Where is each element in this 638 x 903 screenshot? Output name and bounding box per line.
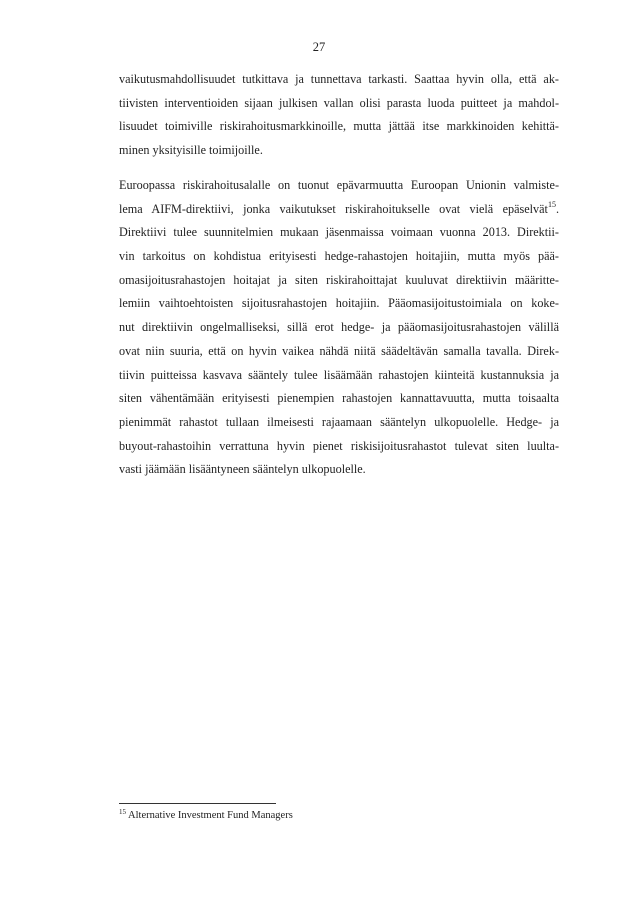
text-line: tiivin puitteissa kasvava sääntely tulee lisäämään rahastojen kiinteitä kustannuksia ja [119,367,559,382]
text-line: Euroopassa riskirahoitusalalle on tuonut epävarmuutta Euroopan Unionin valmiste- [119,178,559,192]
footnote [119,810,293,821]
text-line: vaikutusmahdollisuudet tutkittava ja tunnettava tarkasti. Saattaa hyvin olla, että ak- [119,72,559,86]
footnote-text: Alternative Investment Fund Managers [128,810,293,821]
text-line: Direktiivi tulee suunnitelmien mukaan jäsenmaissa voimaan vuonna 2013. Direktii- [119,225,559,240]
text-line: nut direktiivin ongelmalliseksi, sillä erot hedge- ja pääomasijoitusrahastojen välillä [119,320,559,335]
text-line-content: lema AIFM-direktiivi, jonka vaikutukset riskirahoitukselle ovat vielä epäselvät [119,201,548,216]
text-line: vasti jäämään lisääntyneen sääntelyn ulkopuolelle. [119,462,366,477]
footnote-ref-trailing: . [555,201,559,216]
footnote-reference: 15 [547,199,556,209]
text-line: siten vähentämään erityisesti pienempien rahastojen kannattavuutta, mutta toisaalta [119,391,559,406]
text-line: buyout-rahastoihin verrattuna hyvin pienet riskisijoitusrahastot tulevat siten luulta- [119,438,559,453]
text-line: ovat niin suuria, että on hyvin vaikea nähdä niitä säädeltävän samalla tavalla. Direk- [119,343,559,358]
footnote-divider [119,803,276,804]
text-line: lisuudet toimiville riskirahoitusmarkkinoille, mutta jättää itse markkinoiden kehittä- [119,119,559,134]
page-number: 27 [312,40,326,54]
text-line: tiivisten interventioiden sijaan julkisen vallan olisi parasta luoda puitteet ja mahdol- [119,95,559,110]
footnote-number: 15 [119,808,126,816]
text-line: vin tarkoitus on kohdistua erityisesti hedge-rahastojen hoitajiin, mutta myös pää- [119,249,559,264]
text-line: omasijoitusrahastojen hoitajat ja siten riskirahoittajat kuuluvat direktiivin määritte- [119,272,559,287]
paragraph-2 [119,174,559,482]
text-line: pienimmät rahastot tullaan ilmeisesti rajaamaan sääntelyn ulkopuolelle. Hedge- ja [119,414,559,429]
paragraph-1 [119,68,559,163]
text-line: minen yksityisille toimijoille. [119,143,263,158]
text-line: lemiin vaihtoehtoisten sijoitusrahastojen hoitajiin. Pääomasijoitustoimiala on koke- [119,296,559,311]
text-line-with-footnote [119,198,559,222]
